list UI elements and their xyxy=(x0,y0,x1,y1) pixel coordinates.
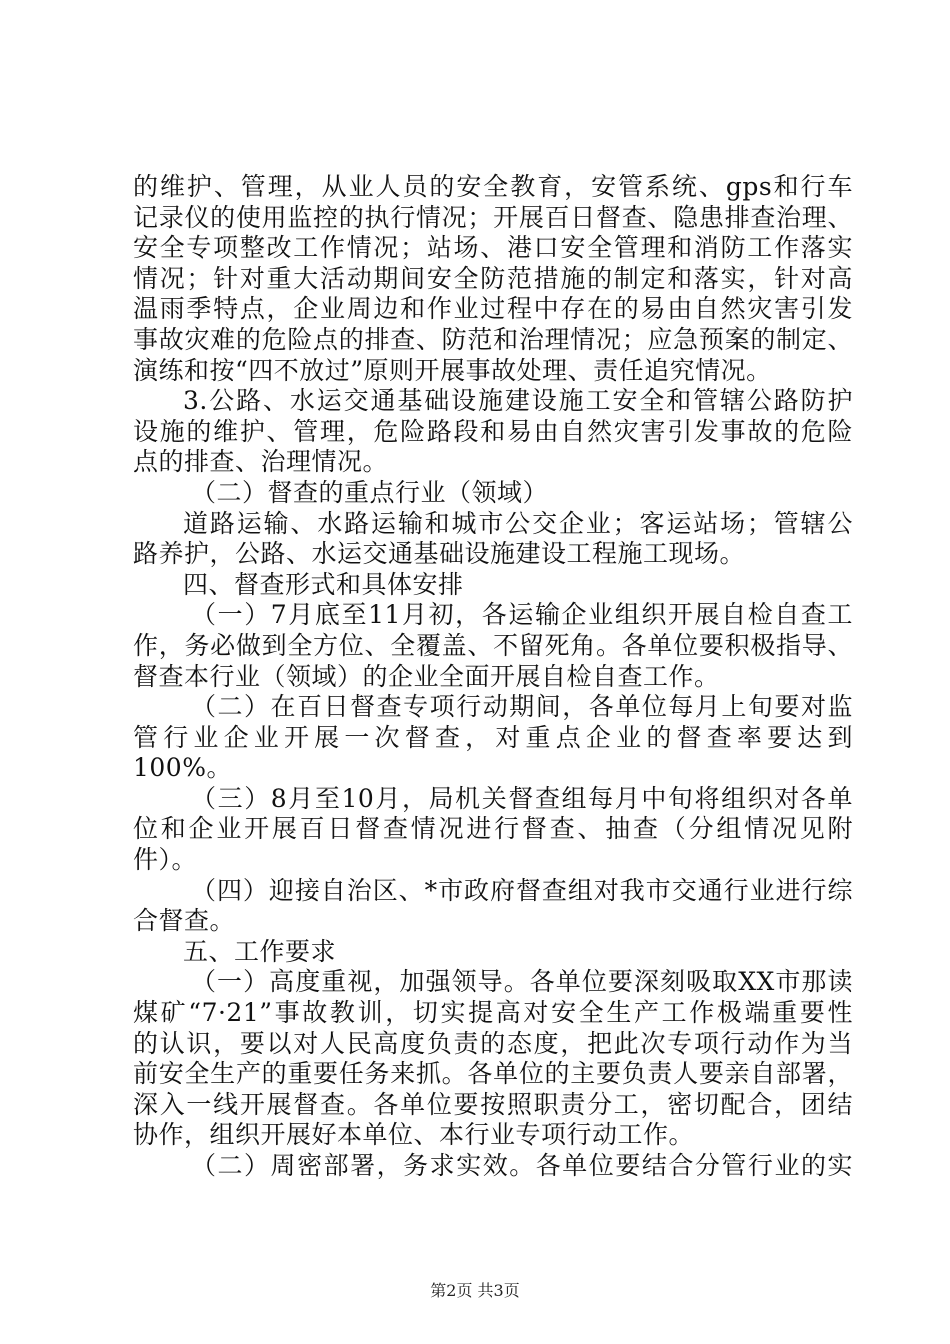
body-line-27: （一）高度重视，加强领导。各单位要深刻吸取XX市那读 xyxy=(191,967,853,997)
section-heading-4: 四、督查形式和具体安排 xyxy=(183,569,464,599)
section-heading-key-industries: （二）督查的重点行业（领域） xyxy=(191,477,549,507)
body-line-17: 督查本行业（领域）的企业全面开展自检自查工作。 xyxy=(133,661,720,691)
body-line-15: （一）7月底至11月初，各运输企业组织开展自检自查工 xyxy=(191,600,853,630)
body-line-24: （四）迎接自治区、*市政府督查组对我市交通行业进行综 xyxy=(191,875,853,905)
page-number-label: 第2页 共3页 xyxy=(430,1281,520,1300)
body-line-8: 3.公路、水运交通基础设施建设施工安全和管辖公路防护 xyxy=(183,386,853,416)
body-line-29: 的认识，要以对人民高度负责的态度，把此次专项行动作为当 xyxy=(133,1028,853,1058)
body-line-19: 管行业企业开展一次督查，对重点企业的督查率要达到 xyxy=(133,722,853,752)
body-line-30: 前安全生产的重要任务来抓。各单位的主要负责人要亲自部署， xyxy=(133,1059,853,1089)
body-line-7: 演练和按“四不放过”原则开展事故处理、责任追究情况。 xyxy=(133,355,772,385)
body-line-12: 道路运输、水路运输和城市公交企业；客运站场；管辖公 xyxy=(183,508,853,538)
body-line-25: 合督查。 xyxy=(133,906,236,936)
body-line-28: 煤矿“7·21”事故教训，切实提高对安全生产工作极端重要性 xyxy=(133,998,853,1028)
body-line-5: 温雨季特点，企业周边和作业过程中存在的易由自然灾害引发 xyxy=(133,294,853,324)
body-line-9: 设施的维护、管理，危险路段和易由自然灾害引发事故的危险 xyxy=(133,416,853,446)
body-line-23: 件）。 xyxy=(133,845,198,875)
body-line-32: 协作，组织开展好本单位、本行业专项行动工作。 xyxy=(133,1120,695,1150)
body-line-13: 路养护，公路、水运交通基础设施建设工程施工现场。 xyxy=(133,539,746,569)
body-line-2: 记录仪的使用监控的执行情况；开展百日督查、隐患排查治理、 xyxy=(133,202,853,232)
page-footer xyxy=(0,1281,950,1301)
body-line-1: 的维护、管理，从业人员的安全教育，安管系统、gps和行车 xyxy=(133,172,853,201)
body-line-22: 位和企业开展百日督查情况进行督查、抽查（分组情况见附 xyxy=(133,814,853,844)
body-line-6: 事故灾难的危险点的排查、防范和治理情况；应急预案的制定、 xyxy=(133,324,853,354)
body-line-16: 作，务必做到全方位、全覆盖、不留死角。各单位要积极指导、 xyxy=(133,630,853,660)
body-line-20: 100%。 xyxy=(133,753,232,783)
body-line-3: 安全专项整改工作情况；站场、港口安全管理和消防工作落实 xyxy=(133,233,853,263)
section-heading-5: 五、工作要求 xyxy=(183,936,337,966)
body-line-33: （二）周密部署，务求实效。各单位要结合分管行业的实 xyxy=(191,1151,853,1180)
document-body xyxy=(133,172,853,1182)
body-line-31: 深入一线开展督查。各单位要按照职责分工，密切配合，团结 xyxy=(133,1089,853,1119)
body-line-10: 点的排查、治理情况。 xyxy=(133,447,389,477)
body-line-4: 情况；针对重大活动期间安全防范措施的制定和落实，针对高 xyxy=(133,263,853,293)
body-line-18: （二）在百日督查专项行动期间，各单位每月上旬要对监 xyxy=(191,692,853,722)
body-line-21: （三）8月至10月，局机关督查组每月中旬将组织对各单 xyxy=(191,783,853,813)
